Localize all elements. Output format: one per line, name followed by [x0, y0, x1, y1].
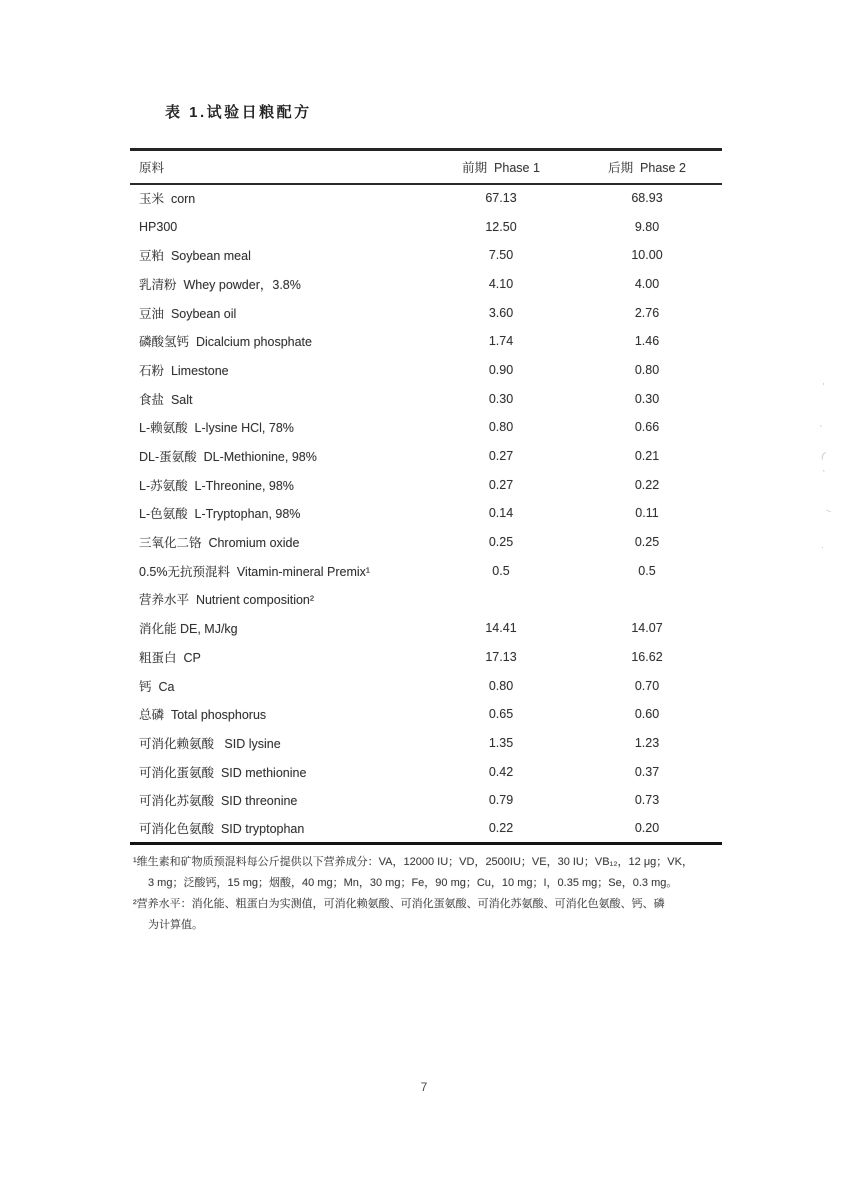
- ingredient-name: 总磷 Total phosphorus: [139, 708, 267, 723]
- pencil-mark: ,: [817, 417, 823, 429]
- ingredient-name: 可消化赖氨酸 SID lysine: [139, 736, 281, 751]
- table-row: [130, 815, 722, 844]
- phase1-value: 7.50: [488, 248, 514, 263]
- ingredient-name: 磷酸氢钙 Dicalcium phosphate: [139, 335, 312, 350]
- phase1-value: 0.14: [488, 506, 514, 521]
- phase1-value: 0.65: [488, 707, 514, 722]
- phase1-value: 17.13: [485, 649, 517, 664]
- diet-table-header: [130, 150, 722, 184]
- table-row: [130, 614, 722, 643]
- phase1-value: 3.60: [488, 305, 514, 320]
- ingredient-name: 营养水平 Nutrient composition²: [139, 593, 315, 608]
- footnote-2-line-2: 为计算值。: [148, 919, 203, 931]
- phase1-value: 0.22: [430, 815, 572, 844]
- phase2-value: [572, 585, 722, 614]
- phase1-value: 0.90: [488, 362, 514, 377]
- ingredient-name: 乳清粉 Whey powder，3.8%: [139, 277, 301, 292]
- ingredient-name: L-苏氨酸 L-Threonine, 98%: [139, 478, 294, 493]
- ingredient-name: 豆油 Soybean oil: [139, 306, 237, 321]
- phase1-value: 0.80: [488, 678, 514, 693]
- ingredient-name: HP300: [139, 219, 178, 234]
- phase1-value: 0.27: [488, 477, 514, 492]
- table-title: 表 1.试验日粮配方: [165, 104, 312, 121]
- table-row: [130, 327, 722, 356]
- footnote-1-line-2: 3 mg；泛酸钙，15 mg；烟酸，40 mg；Mn，30 mg；Fe，90 mg；Cu，10 mg；I，0.35 mg；Se，0.3 mg。: [148, 877, 678, 889]
- phase1-value: 0.42: [488, 764, 514, 779]
- footnotes: [133, 852, 741, 936]
- phase2-value: 9.80: [634, 219, 660, 234]
- table-row: [130, 671, 722, 700]
- table-row: [130, 556, 722, 585]
- table-row: [130, 643, 722, 672]
- phase2-value: 0.30: [634, 391, 660, 406]
- table-row: [130, 356, 722, 385]
- table-row: [130, 212, 722, 241]
- phase1-value: 67.13: [485, 191, 517, 206]
- phase1-value: 0.79: [488, 793, 514, 808]
- diet-table-body: [130, 184, 722, 844]
- table-row: [130, 729, 722, 758]
- phase2-value: 0.73: [634, 793, 660, 808]
- phase2-value: 4.00: [634, 276, 660, 291]
- phase1-value: 0.27: [488, 449, 514, 464]
- phase1-value: 0.80: [488, 420, 514, 435]
- phase2-value: 0.70: [634, 678, 660, 693]
- phase2-value: 68.93: [631, 191, 663, 206]
- phase1-value: 0.5: [492, 563, 510, 578]
- ingredient-name: 钙 Ca: [139, 679, 175, 694]
- pencil-mark: (: [820, 449, 827, 461]
- ingredient-name: 豆粕 Soybean meal: [139, 249, 251, 264]
- footnote-2-line-1: ²营养水平：消化能、粗蛋白为实测值，可消化赖氨酸、可消化蛋氨酸、可消化苏氨酸、可消化色氨酸、钙、磷: [133, 898, 665, 910]
- table-row: [130, 757, 722, 786]
- ingredient-name: 粗蛋白 CP: [139, 650, 201, 665]
- table-row: [130, 786, 722, 815]
- header-row: [130, 150, 722, 184]
- table-row: [130, 528, 722, 557]
- phase1-value: 4.10: [488, 276, 514, 291]
- table-row: [130, 442, 722, 471]
- ingredient-name: 0.5%无抗预混料 Vitamin-mineral Premix¹: [139, 564, 371, 579]
- ingredient-name: 可消化蛋氨酸 SID methionine: [139, 765, 307, 780]
- phase1-value: 0.25: [488, 535, 514, 550]
- phase1-value: 0.30: [488, 391, 514, 406]
- table-row: [130, 184, 722, 213]
- table-row: [130, 298, 722, 327]
- phase2-value: 0.5: [638, 563, 656, 578]
- ingredient-name: L-赖氨酸 L-lysine HCl, 78%: [139, 421, 294, 436]
- pencil-mark: ': [820, 380, 826, 392]
- table-row: [130, 384, 722, 413]
- phase1-value: 1.74: [488, 334, 514, 349]
- column-header-phase1: 前期 Phase 1: [430, 150, 572, 184]
- table-row: [130, 241, 722, 270]
- ingredient-name: DL-蛋氨酸 DL-Methionine, 98%: [139, 450, 317, 465]
- phase1-value: [430, 585, 572, 614]
- nutrient-section-row: [130, 585, 722, 614]
- phase1-value: 1.35: [488, 735, 514, 750]
- phase2-value: 0.66: [634, 420, 660, 435]
- phase2-value: 0.37: [634, 764, 660, 779]
- phase2-value: 0.60: [634, 707, 660, 722]
- phase2-value: 0.21: [634, 449, 660, 464]
- phase2-value: 16.62: [631, 649, 663, 664]
- table-row: [130, 413, 722, 442]
- phase2-value: 1.46: [634, 334, 660, 349]
- phase2-value: 0.20: [572, 815, 722, 844]
- phase2-value: 1.23: [634, 735, 660, 750]
- phase2-value: 0.25: [634, 535, 660, 550]
- footnote-1-line-1: ¹维生素和矿物质预混料每公斤提供以下营养成分：VA，12000 IU；VD，2500IU；VE，30 IU；VB₁₂，12 μg；VK，: [133, 856, 693, 868]
- phase2-value: 14.07: [631, 621, 663, 636]
- ingredient-name: 消化能 DE, MJ/kg: [139, 622, 238, 637]
- ingredient-name: 玉米 corn: [139, 192, 196, 207]
- phase2-value: 0.11: [635, 506, 659, 521]
- table-row: [130, 470, 722, 499]
- phase1-value: 14.41: [485, 621, 517, 636]
- table-row: [130, 270, 722, 299]
- phase2-value: 0.22: [634, 477, 660, 492]
- ingredient-name: 可消化苏氨酸 SID threonine: [139, 794, 298, 809]
- column-header-phase2: 后期 Phase 2: [572, 150, 722, 184]
- column-header-ingredient: 原料: [130, 150, 430, 184]
- phase2-value: 2.76: [634, 305, 660, 320]
- ingredient-name: L-色氨酸 L-Tryptophan, 98%: [139, 507, 301, 522]
- ingredient-name: 石粉 Limestone: [139, 363, 229, 378]
- ingredient-name: 可消化色氨酸 SID tryptophan: [130, 815, 430, 844]
- pencil-mark: .: [820, 539, 825, 551]
- table-row: [130, 700, 722, 729]
- phase1-value: 12.50: [485, 219, 517, 234]
- phase2-value: 0.80: [634, 362, 660, 377]
- pencil-mark: ~: [825, 505, 833, 517]
- diet-table: [130, 148, 722, 845]
- ingredient-name: 食盐 Salt: [139, 392, 193, 407]
- pencil-mark: ': [821, 468, 829, 478]
- ingredient-name: 三氧化二铬 Chromium oxide: [139, 536, 300, 551]
- phase2-value: 10.00: [631, 248, 663, 263]
- table-row: [130, 499, 722, 528]
- page-number: 7: [420, 1080, 428, 1094]
